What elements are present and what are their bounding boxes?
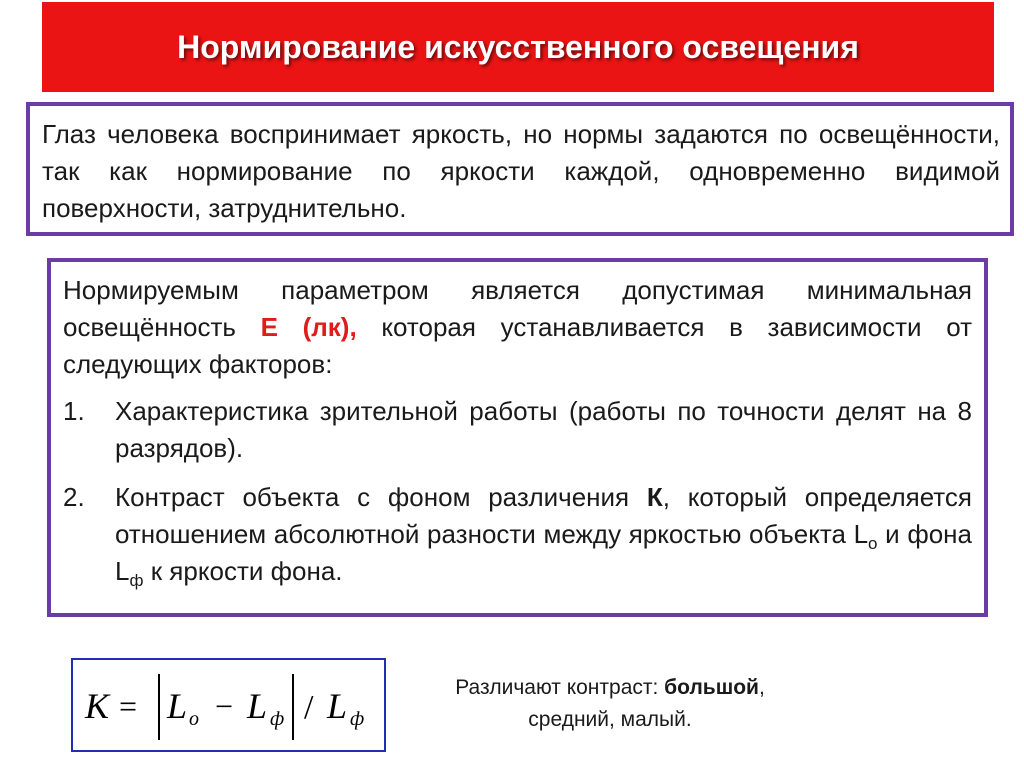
contrast-formula [71,658,386,752]
luminance-note-box [26,102,1014,236]
list-number: 1. [63,396,85,426]
list-item [63,393,972,467]
illuminance-symbol: Е (лк), [260,312,357,342]
formula-l3-sub: ф [350,708,365,730]
item2-part-d: к яркости фона. [143,556,343,586]
formula-equals: = [119,688,138,724]
formula-l2-sub: ф [270,708,285,730]
item2-part-b: , который определяется отношением абсолютной разности между яркостью объекта L [115,482,972,549]
factors-list [63,393,972,590]
note-line-1 [425,672,795,704]
background-subscript: ф [129,571,144,591]
note-bold: большой [664,676,759,699]
formula-minus: − [215,688,234,724]
note-line-2: средний, малый. [528,708,692,731]
intro-part-a: Нормируемым параметром является допустимая минимальная освещённость [63,275,972,342]
title-bar [42,2,994,92]
list-item [63,479,972,590]
formula-l1: L [167,686,188,726]
object-subscript: o [868,534,878,554]
factors-box [47,258,988,617]
formula-svg [73,660,388,754]
contrast-levels-note [425,672,795,736]
intro-part-b: которая устанавливается в зависимости от следующих факторов: [63,312,972,379]
formula-l2: L [247,686,268,726]
note-suffix: , [758,676,765,699]
item2-part-c: и фона L [115,519,972,586]
note-prefix: Различают контраст: [455,676,665,699]
formula-k: K [85,686,110,726]
formula-slash: / [304,689,314,726]
luminance-note-text: Глаз человека воспринимает яркость, но нормы задаются по освещённости, так как нормирование по яркости каждой, одновременно видимой поверхности, затруднительно. [42,119,1000,223]
list-item-text [115,479,972,590]
contrast-symbol: К [646,482,663,512]
formula-l1-sub: o [189,708,199,730]
list-item-text: Характеристика зрительной работы (работы по точности делят на 8 разрядов). [115,396,972,463]
list-number: 2. [63,482,85,512]
item2-part-a: Контраст объекта с фоном различения [115,482,647,512]
factors-intro [63,272,972,383]
formula-l3: L [327,686,348,726]
slide-title: Нормирование искусственного освещения [177,28,859,65]
